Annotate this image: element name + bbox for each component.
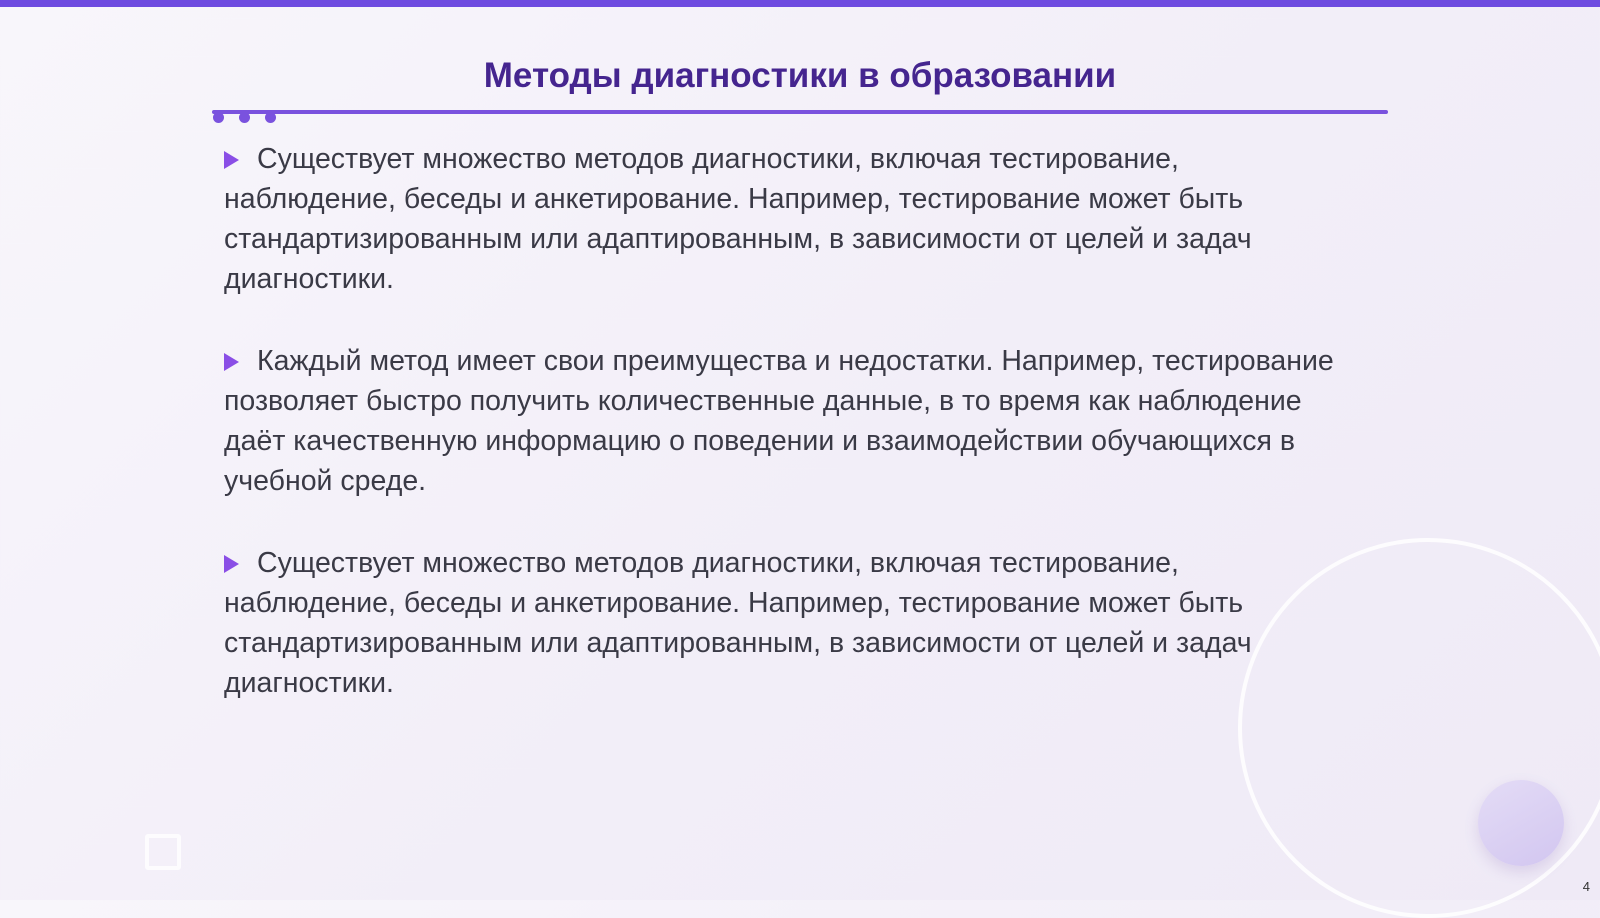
bullet-item bbox=[224, 341, 1354, 501]
decorative-ring bbox=[1238, 538, 1600, 918]
bullet-list bbox=[224, 139, 1354, 745]
bullet-text: Существует множество методов диагностики, включая тестирование, наблюдение, беседы и анкетирование. Например, тестирование может быть стандартизированным или адаптированным, в зависимости от целей и задач диагностики. bbox=[224, 547, 1252, 699]
underline-dot bbox=[213, 112, 224, 123]
title-underline bbox=[212, 110, 1388, 114]
bullet-text: Существует множество методов диагностики, включая тестирование, наблюдение, беседы и анкетирование. Например, тестирование может быть стандартизированным или адаптированным, в зависимости от целей и задач диагностики. bbox=[224, 143, 1252, 295]
triangle-bullet-icon bbox=[224, 151, 239, 169]
bullet-text: Каждый метод имеет свои преимущества и недостатки. Например, тестирование позволяет быстро получить количественные данные, в то время как наблюдение даёт качественную информацию о поведении и взаимодействии обучающихся в учебной среде. bbox=[224, 345, 1334, 497]
bullet-item bbox=[224, 139, 1354, 299]
underline-dot bbox=[239, 112, 250, 123]
slide-title: Методы диагностики в образовании bbox=[483, 56, 1117, 95]
top-accent-bar bbox=[0, 0, 1600, 7]
triangle-bullet-icon bbox=[224, 353, 239, 371]
triangle-bullet-icon bbox=[224, 555, 239, 573]
decorative-circle bbox=[1478, 780, 1564, 866]
underline-dot bbox=[265, 112, 276, 123]
bullet-item bbox=[224, 543, 1354, 703]
decorative-square bbox=[145, 834, 181, 870]
page-number: 4 bbox=[1582, 879, 1590, 894]
